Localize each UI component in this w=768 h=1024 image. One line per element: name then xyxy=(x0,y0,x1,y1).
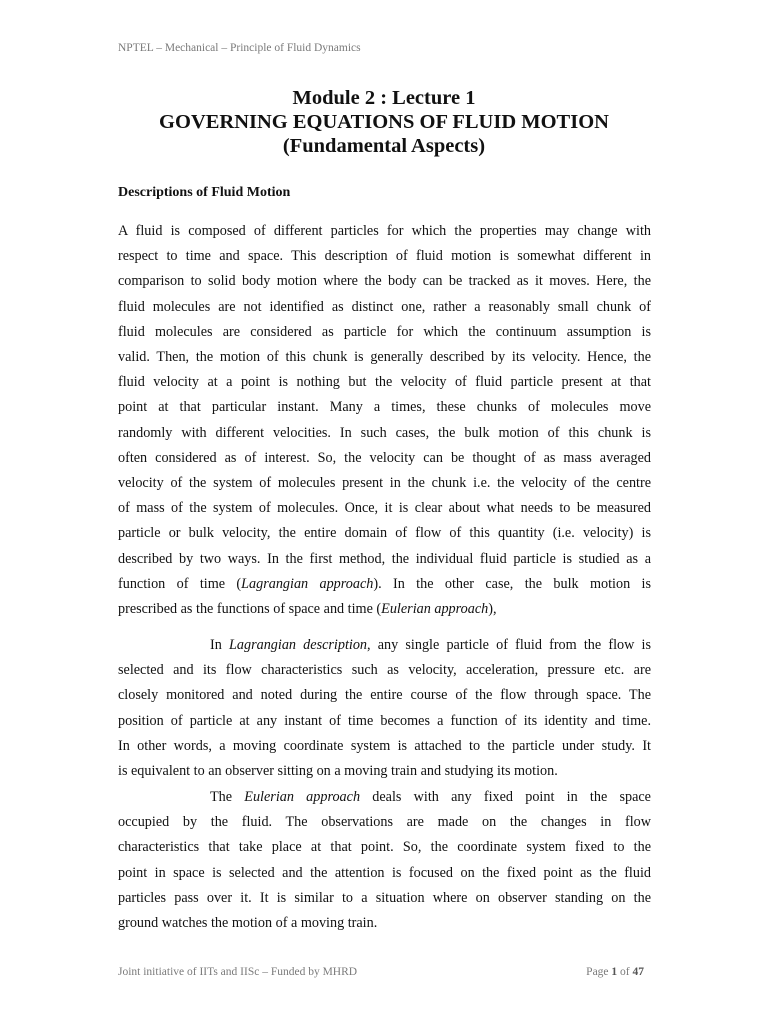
emphasis-lagrangian-approach: Lagrangian approach xyxy=(241,575,374,592)
emphasis-lagrangian-description: Lagrangian description xyxy=(229,637,368,653)
text-line: particle or bulk velocity, the entire domain of flow of this quantity (i.e. velocity) is xyxy=(118,525,651,542)
text-line: The Eulerian approach deals with any fixed point in the space xyxy=(210,789,651,805)
section-heading: Descriptions of Fluid Motion xyxy=(118,185,291,200)
text-line: selected and its flow characteristics such as velocity, acceleration, pressure etc. are xyxy=(118,662,651,679)
page-header: NPTEL – Mechanical – Principle of Fluid Dynamics xyxy=(118,42,361,54)
text-line: fluid velocity at a point is nothing but the velocity of fluid particle present at that xyxy=(118,374,651,391)
text-line: often considered as of interest. So, the velocity can be thought of as mass averaged xyxy=(118,449,651,466)
page-number: Page 1 of 47 xyxy=(586,966,644,978)
current-page: 1 xyxy=(611,966,618,978)
emphasis-eulerian-approach: Eulerian approach xyxy=(244,789,361,805)
text-line: In Lagrangian description, any single particle of fluid from the flow is xyxy=(210,637,651,653)
text-line: fluid molecules are considered as particle for which the continuum assumption is xyxy=(118,323,651,340)
total-pages: 47 xyxy=(632,966,644,978)
text-line: velocity of the system of molecules present in the chunk i.e. the velocity of the centre xyxy=(118,475,651,492)
text-line: characteristics that take place at that point. So, the coordinate system fixed to the xyxy=(118,839,651,856)
text-line: valid. Then, the motion of this chunk is generally described by its velocity. Hence, the xyxy=(118,349,651,366)
text-line: particles pass over it. It is similar to a situation where on observer standing on the xyxy=(118,889,651,906)
title-block xyxy=(0,86,768,158)
text-line: randomly with different velocities. In such cases, the bulk motion of this chunk is xyxy=(118,424,651,441)
text-line: point in space is selected and the attention is focused on the fixed point as the fluid xyxy=(118,864,651,881)
text-line: fluid molecules are not identified as distinct one, rather a reasonably small chunk of xyxy=(118,298,651,315)
text-line: A fluid is composed of different particles for which the properties may change with xyxy=(118,223,651,239)
text-line: point at that particular instant. Many a times, these chunks of molecules move xyxy=(118,399,651,416)
footer-credit: Joint initiative of IITs and IISc – Funded by MHRD xyxy=(118,966,358,978)
paragraph-2 xyxy=(118,633,651,784)
text-line: described by two ways. In the first method, the individual fluid particle is studied as a xyxy=(118,550,651,567)
subtitle: (Fundamental Aspects) xyxy=(282,135,486,157)
text-line: of mass of the system of molecules. Once, it is clear about what needs to be measured xyxy=(118,500,651,517)
text-line: prescribed as the functions of space and time (Eulerian approach), xyxy=(118,601,497,618)
text-line: respect to time and space. This description of fluid motion is somewhat different in xyxy=(118,248,651,265)
text-line: comparison to solid body motion where the body can be tracked as it moves. Here, the xyxy=(118,273,651,290)
text-line: occupied by the fluid. The observations are made on the changes in flow xyxy=(118,814,651,831)
text-line: ground watches the motion of a moving train. xyxy=(118,915,378,932)
paragraph-1 xyxy=(118,219,651,622)
paragraph-3 xyxy=(118,785,651,936)
module-title: Module 2 : Lecture 1 xyxy=(292,87,476,109)
text-line: In other words, a moving coordinate system is attached to the particle under study. It xyxy=(118,737,651,754)
emphasis-eulerian-approach: Eulerian approach xyxy=(381,601,489,618)
text-line: function of time (Lagrangian approach). In the other case, the bulk motion is xyxy=(118,575,651,592)
main-title: GOVERNING EQUATIONS OF FLUID MOTION xyxy=(159,111,609,133)
text-line: closely monitored and noted during the entire course of the flow through space. The xyxy=(118,687,651,704)
text-line: is equivalent to an observer sitting on a moving train and studying its motion. xyxy=(118,763,558,780)
text-line: position of particle at any instant of time becomes a function of its identity and time. xyxy=(118,712,651,729)
